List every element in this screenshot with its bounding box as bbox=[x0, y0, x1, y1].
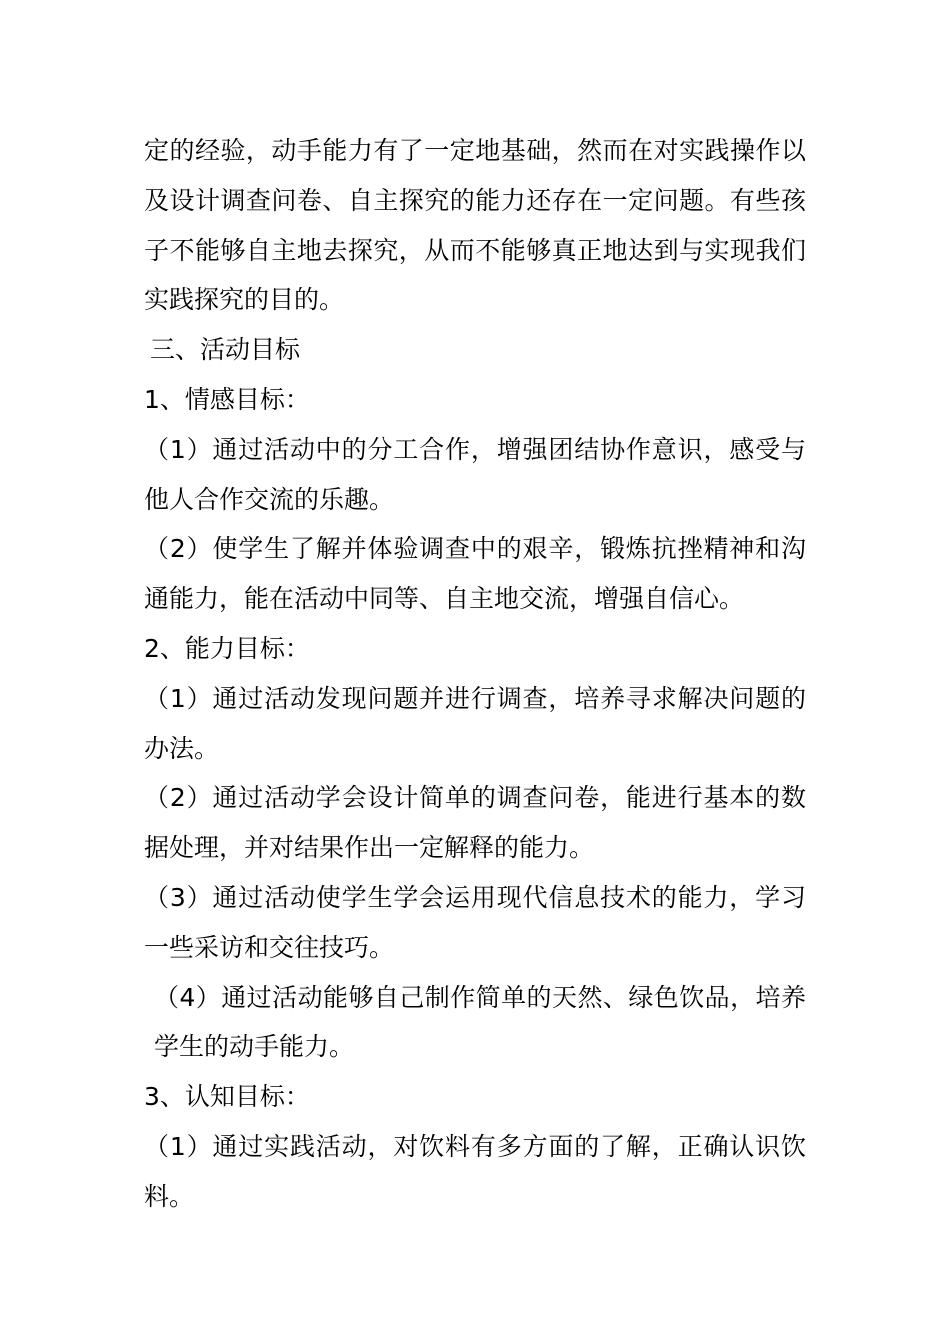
list-item-ability-3: （3）通过活动使学生学会运用现代信息技术的能力，学习一些采访和交往技巧。 bbox=[144, 882, 806, 962]
list-item-ability-1: （1）通过活动发现问题并进行调查，培养寻求解决问题的办法。 bbox=[144, 683, 806, 763]
paragraph-intro-continued: 定的经验，动手能力有了一定地基础，然而在对实践操作以及设计调查问卷、自主探究的能力还存在一定问题。有些孩子不能够自主地去探究，从而不能够真正地达到与实现我们实践探究的目的。 bbox=[144, 136, 806, 315]
subheading-ability-goals: 2、能力目标： bbox=[144, 633, 310, 663]
subheading-emotional-goals: 1、情感目标： bbox=[144, 384, 310, 414]
document-body bbox=[144, 126, 806, 1222]
list-item-emotional-1: （1）通过活动中的分工合作，增强团结协作意识，感受与他人合作交流的乐趣。 bbox=[144, 434, 806, 514]
list-item-emotional-2: （2）使学生了解并体验调查中的艰辛，锻炼抗挫精神和沟通能力，能在活动中同等、自主地交流，增强自信心。 bbox=[144, 534, 806, 614]
list-item-ability-4: （4）通过活动能够自己制作简单的天然、绿色饮品，培养学生的动手能力。 bbox=[154, 982, 806, 1062]
subheading-cognitive-goals: 3、认知目标： bbox=[144, 1082, 310, 1112]
list-item-cognitive-1: （1）通过实践活动，对饮料有多方面的了解，正确认识饮料。 bbox=[144, 1131, 806, 1211]
section-heading-activity-goals: 三、活动目标 bbox=[150, 335, 301, 365]
list-item-ability-2: （2）通过活动学会设计简单的调查问卷，能进行基本的数据处理，并对结果作出一定解释的能力。 bbox=[144, 783, 806, 863]
